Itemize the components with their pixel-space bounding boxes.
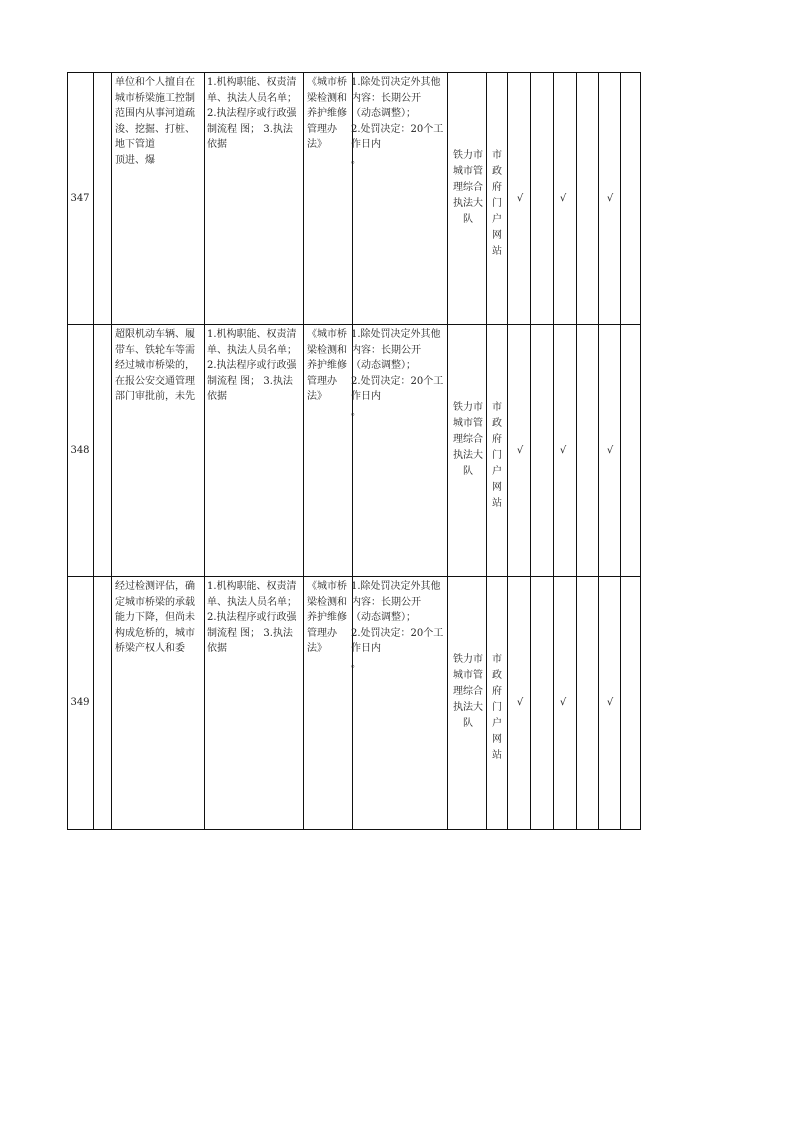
- check-mark: √: [516, 193, 524, 204]
- basis-cell: 《城市桥梁检测和养护维修管理办法》: [307, 581, 347, 654]
- item-cell: 经过检测评估，确定城市桥梁的承载能力下降，但尚未构成危桥的，城市桥梁产权人和委: [115, 581, 195, 654]
- content-cell: 1.机构职能、权责清单、执法人员名单； 2.执法程序或行政强制流程 图； 3.执法依据: [207, 77, 297, 150]
- row-number: 349: [70, 697, 90, 708]
- check-mark: √: [606, 697, 614, 708]
- content-cell: 1.机构职能、权责清单、执法人员名单； 2.执法程序或行政强制流程 图； 3.执法依据: [207, 329, 297, 402]
- period-cell: 1.除处罚决定外其他内容：长期公开 （动态调整）； 2.处罚决定：20个工作日内 。: [351, 77, 444, 166]
- item-cell: 单位和个人擅自在城市桥梁施工控制范围内从事河道疏浚、挖掘、打桩、地下管道 顶进、爆: [115, 77, 195, 166]
- check-mark: √: [606, 445, 614, 456]
- check-mark: √: [516, 697, 524, 708]
- period-cell: 1.除处罚决定外其他内容：长期公开 （动态调整）； 2.处罚决定：20个工作日内 。: [351, 329, 444, 418]
- disclosure-table: [67, 72, 641, 830]
- channel-cell: 市政府门户网站: [492, 150, 502, 257]
- agency-cell: 铁力市城市管理综合执法大队: [453, 654, 483, 729]
- check-mark: √: [559, 193, 567, 204]
- basis-cell: 《城市桥梁检测和养护维修管理办法》: [307, 77, 347, 150]
- item-cell: 超限机动车辆、履带车、铁轮车等需经过城市桥梁的，在报公安交通管理部门审批前，未先: [115, 329, 195, 402]
- row-number: 348: [70, 445, 90, 456]
- check-mark: √: [559, 445, 567, 456]
- content-cell: 1.机构职能、权责清单、执法人员名单； 2.执法程序或行政强制流程 图； 3.执法依据: [207, 581, 297, 654]
- channel-cell: 市政府门户网站: [492, 654, 502, 761]
- row-number: 347: [70, 193, 90, 204]
- agency-cell: 铁力市城市管理综合执法大队: [453, 402, 483, 477]
- check-mark: √: [516, 445, 524, 456]
- check-mark: √: [606, 193, 614, 204]
- agency-cell: 铁力市城市管理综合执法大队: [453, 150, 483, 225]
- period-cell: 1.除处罚决定外其他内容：长期公开 （动态调整）； 2.处罚决定：20个工作日内 。: [351, 581, 444, 670]
- channel-cell: 市政府门户网站: [492, 402, 502, 509]
- check-mark: √: [559, 697, 567, 708]
- basis-cell: 《城市桥梁检测和养护维修管理办法》: [307, 329, 347, 402]
